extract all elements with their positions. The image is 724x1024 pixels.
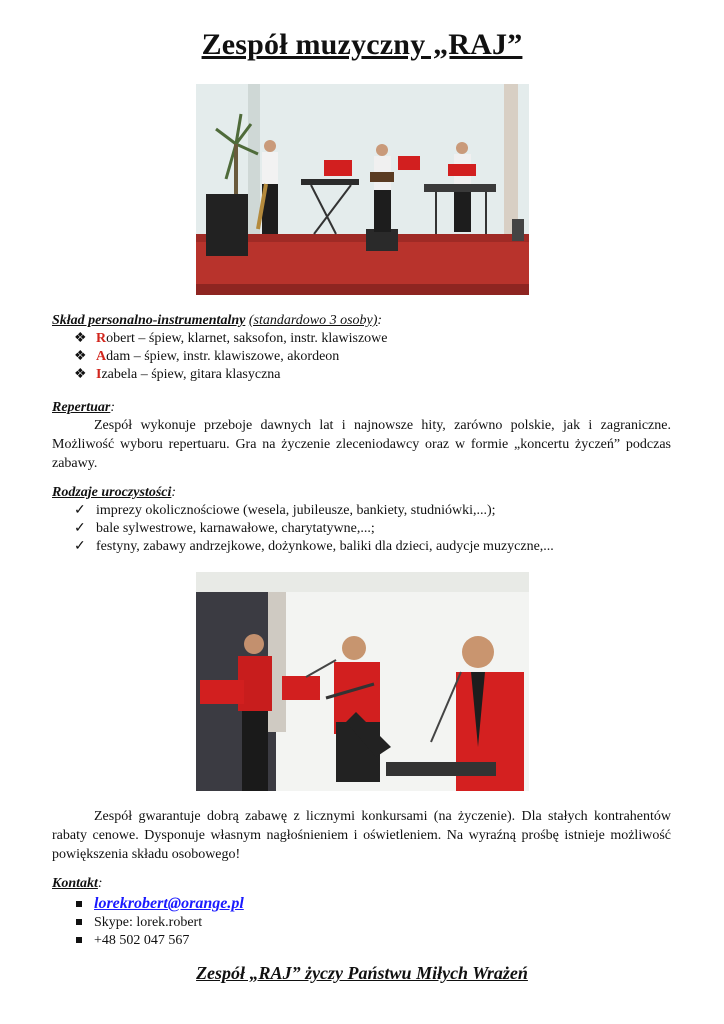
skype-text: Skype: lorek.robert (94, 915, 203, 930)
occasion-text: festyny, zabawy andrzejkowe, dożynkowe, baliki dla dzieci, audycje muzyczne,... (96, 539, 554, 554)
list-item (74, 538, 554, 556)
occasion-text: imprezy okolicznościowe (wesela, jubileusze, bankiety, studniówki,...); (96, 503, 496, 518)
footer-slogan: Zespół „RAJ” życzy Państwu Miłych Wrażeń (196, 963, 528, 983)
occasions-list (74, 502, 554, 556)
member-initial: I (96, 367, 102, 382)
repertuar-heading-label: Repertuar (52, 400, 111, 415)
sklad-heading (52, 313, 382, 329)
repertuar-paragraph (52, 416, 671, 473)
repertuar-text: Zespół wykonuje przeboje dawnych lat i najnowsze hity, zarówno polskie, jak i zagraniczne. Możliwość wyboru repertuaru. Gra na życzenie zleceniodawcy oraz w formie „koncertu życzeń” podczas zabawy. (52, 418, 671, 471)
contact-list (74, 893, 244, 950)
list-item (74, 520, 554, 538)
list-item (74, 914, 244, 932)
rodzaje-heading-label: Rodzaje uroczystości (52, 485, 172, 500)
member-desc: dam – śpiew, instr. klawiszowe, akordeon (106, 349, 340, 364)
kontakt-heading (52, 876, 103, 892)
square-bullet-icon (76, 937, 82, 943)
repertuar-heading (52, 400, 115, 416)
band-on-stage-photo (196, 84, 529, 295)
checkmark-icon: ✓ (74, 503, 86, 518)
repertuar-colon: : (110, 400, 116, 415)
list-item (74, 330, 388, 348)
diamond-bullet-icon: ❖ (74, 331, 87, 346)
phone-text: +48 502 047 567 (94, 933, 190, 948)
list-item (74, 348, 388, 366)
list-item (74, 502, 554, 520)
guarantee-paragraph (52, 807, 671, 864)
sklad-heading-sub: (standardowo 3 osoby) (248, 313, 378, 328)
members-list (74, 330, 388, 384)
band-performing-closeup-photo (196, 572, 529, 791)
sklad-heading-label: Skład personalno-instrumentalny (52, 313, 246, 328)
list-item (74, 366, 388, 384)
list-item (74, 893, 244, 914)
checkmark-icon: ✓ (74, 539, 86, 554)
email-link[interactable]: lorekrobert@orange.pl (94, 895, 244, 912)
page-title: Zespół muzyczny „RAJ” (201, 28, 523, 61)
square-bullet-icon (76, 901, 82, 907)
guarantee-text: Zespół gwarantuje dobrą zabawę z licznymi konkursami (na życzenie). Dla stałych kontrahentów rabaty cenowe. Dysponuje własnym nagłośnieniem i oświetleniem. Na wyraźną prośbę istnieje możliwość powiększenia składu osobowego! (52, 809, 671, 862)
square-bullet-icon (76, 919, 82, 925)
sklad-colon: : (377, 313, 383, 328)
diamond-bullet-icon: ❖ (74, 349, 87, 364)
checkmark-icon: ✓ (74, 521, 86, 536)
rodzaje-heading (52, 485, 176, 501)
list-item (74, 932, 244, 950)
member-desc: zabela – śpiew, gitara klasyczna (101, 367, 281, 382)
kontakt-heading-label: Kontakt (52, 876, 98, 891)
diamond-bullet-icon: ❖ (74, 367, 87, 382)
member-initial: A (96, 349, 107, 364)
kontakt-colon: : (97, 876, 103, 891)
occasion-text: bale sylwestrowe, karnawałowe, charytatywne,...; (96, 521, 375, 536)
rodzaje-colon: : (171, 485, 177, 500)
member-initial: R (96, 331, 107, 346)
member-desc: obert – śpiew, klarnet, saksofon, instr. klawiszowe (106, 331, 388, 346)
